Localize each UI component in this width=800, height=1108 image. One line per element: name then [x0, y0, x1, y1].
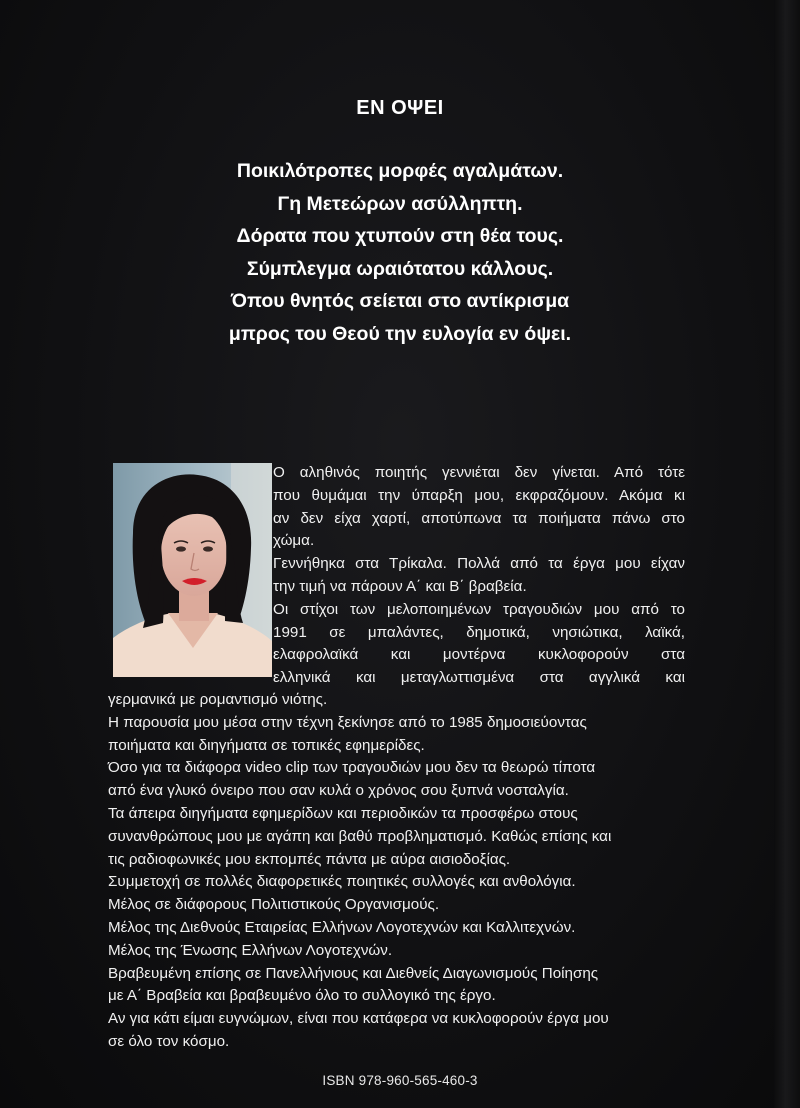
bio-line: Τα άπειρα διηγήματα εφημερίδων και περιοδικών τα προσφέρω στους [108, 804, 578, 822]
bio-line: ελληνικά και μεταγλωττισμένα στα αγγλικά και [273, 669, 685, 687]
bio-line: με Α΄ Βραβεία και βραβευμένο όλο το συλλογικό της έργο. [108, 987, 496, 1005]
bio-line: 1991 σε μπαλάντες, δημοτικά, νησιώτικα, λαϊκά, [273, 623, 685, 641]
bio-line: συνανθρώπους μου με αγάπη και βαθύ προβληματισμό. Καθώς επίσης και [108, 827, 612, 845]
bio-line: σε όλο τον κόσμο. [108, 1032, 230, 1050]
bio-line: χώμα. [273, 532, 315, 550]
bio-line: Η παρουσία μου μέσα στην τέχνη ξεκίνησε από το 1985 δημοσιεύοντας [108, 713, 587, 731]
poem-line: Σύμπλεγμα ωραιότατου κάλλους. [246, 257, 554, 280]
author-photo [113, 463, 272, 677]
bio-line: Μέλος σε διάφορους Πολιτιστικούς Οργανισμούς. [108, 896, 440, 914]
bio-line: Μέλος της Ένωσης Ελλήνων Λογοτεχνών. [108, 941, 393, 959]
bio-line: ελαφρολαϊκά και μοντέρνα κυκλοφορούν στα [273, 646, 685, 664]
poem-line: μπρος του Θεού την ευλογία εν όψει. [228, 322, 572, 345]
bio-line: Ο αληθινός ποιητής γεννιέται δεν γίνεται. Από τότε [273, 464, 685, 481]
bio-line: την τιμή να πάρουν Α΄ και Β΄ βραβεία. [273, 577, 527, 595]
bio-line: Αν για κάτι είμαι ευγνώμων, είναι που κατάφερα να κυκλοφορούν έργα μου [108, 1010, 609, 1028]
bio-line: από ένα γλυκό όνειρο που σαν κυλά ο χρόνος σου ξυπνά νοσταλγία. [108, 782, 569, 800]
bio-line: γερμανικά με ρομαντισμό νιότης. [108, 691, 328, 708]
bio-line: Μέλος της Διεθνούς Εταιρείας Ελλήνων Λογοτεχνών και Καλλιτεχνών. [108, 918, 576, 936]
bio-line: Όσο για τα διάφορα video clip των τραγουδιών μου δεν τα θεωρώ τίποτα [108, 759, 596, 777]
bio-line: ποιήματα και διηγήματα σε τοπικές εφημερίδες. [108, 736, 425, 754]
bio-line: τις ραδιοφωνικές μου εκπομπές πάντα με αύρα αισιοδοξίας. [108, 850, 511, 868]
bio-line: Γεννήθηκα στα Τρίκαλα. Πολλά από τα έργα μου είχαν [273, 555, 685, 573]
poem-title: ΕΝ ΟΨΕΙ [356, 97, 444, 119]
bio-beside-photo [273, 462, 685, 690]
bio-below-photo [108, 689, 700, 1054]
poem-line: Γη Μετεώρων ασύλληπτη. [277, 192, 523, 215]
bio-line: Οι στίχοι των μελοποιημένων τραγουδιών μου από το [273, 600, 685, 618]
bio-line: αν δεν είχα χαρτί, αποτύπωνα τα ποιήματα πάνω στο [273, 509, 685, 527]
isbn-number: ISBN 978-960-565-460-3 [322, 1073, 478, 1088]
bio-line: Συμμετοχή σε πολλές διαφορετικές ποιητικές συλλογές και ανθολόγια. [108, 873, 576, 891]
bio-line: που θυμάμαι την ύπαρξη μου, εκφραζόμουν. Ακόμα κι [273, 486, 685, 504]
poem-line: Όπου θνητός σείεται στο αντίκρισμα [230, 290, 570, 313]
poem-line: Δόρατα που χτυπούν στη θέα τους. [236, 225, 564, 248]
poem-line: Ποικιλότροπες μορφές αγαλμάτων. [236, 160, 564, 182]
bio-line: Βραβευμένη επίσης σε Πανελλήνιους και Διεθνείς Διαγωνισμούς Ποίησης [108, 964, 599, 982]
poem [0, 155, 800, 351]
